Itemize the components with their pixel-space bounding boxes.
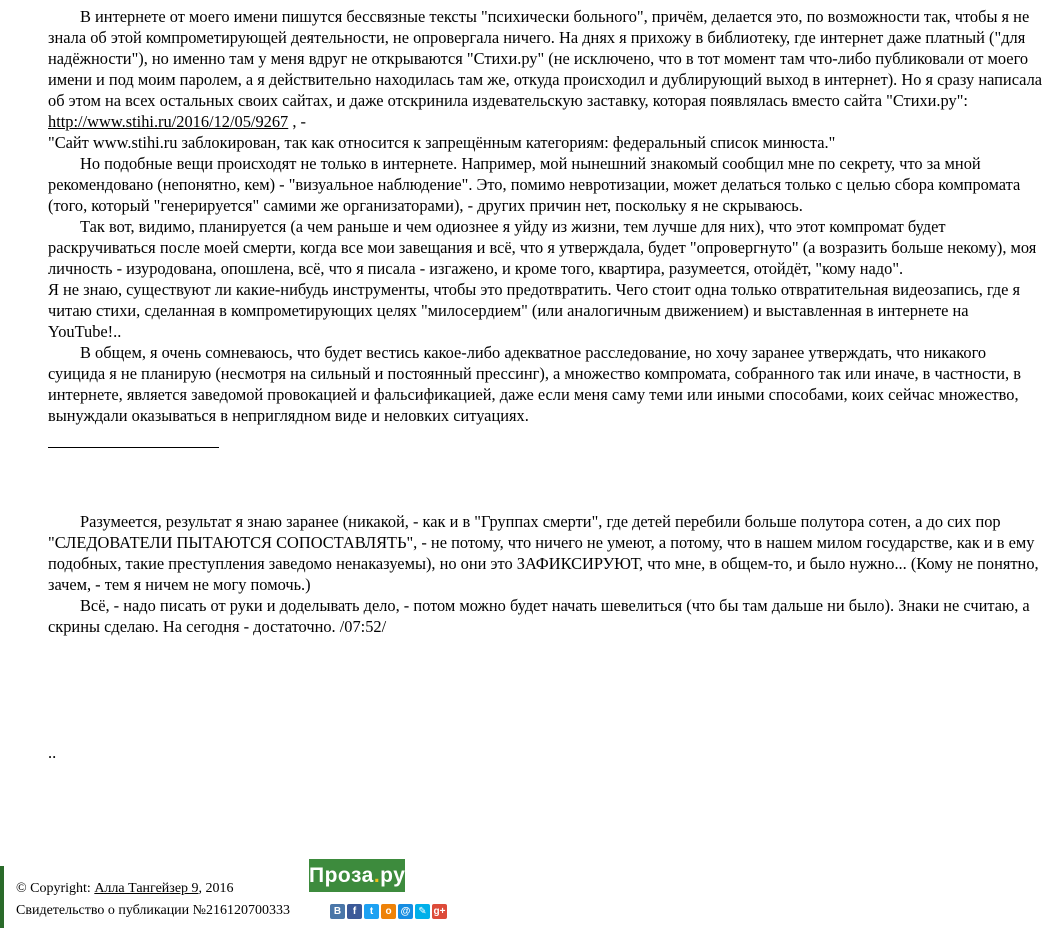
ellipsis: .. xyxy=(48,743,57,762)
accent-bar xyxy=(0,866,4,928)
mailru-icon[interactable]: @ xyxy=(398,904,413,919)
paragraph: Так вот, видимо, планируется (а чем раньше и чем одиознее я уйду из жизни, тем лучше для них), что этот компромат будет раскручиваться после моей смерти, когда все мои завещания и всё, что я утверждала, будет "опровергнуто" (а возразить больше некому), моя личность - изуродована, опошлена, всё, что я писала - изгажено, и кроме того, квартира, разумеется, отойдёт, "кому надо". xyxy=(48,217,1037,278)
odnoklassniki-icon[interactable]: о xyxy=(381,904,396,919)
copyright: © Copyright: Алла Тангейзер 9, 2016 xyxy=(16,881,234,896)
footer xyxy=(0,858,1048,930)
paragraph: Разумеется, результат я знаю заранее (никакой, - как и в "Группах смерти", где детей перебили больше полутора сотен, а до сих пор "СЛЕДОВАТЕЛИ ПЫТАЮТСЯ СОПОСТАВЛЯТЬ", - не потому, что ничего не умеют, а потому, что в нашем милом государстве, как и в ему подобных, такие преступления заведомо ненаказуемы), но они это ЗАФИКСИРУЮТ, что мне, в общем-то, и было нужно... (Кому не понятно, зачем, - тем я ничем не могу помочь.) xyxy=(48,512,1039,594)
paragraph: В интернете от моего имени пишутся бессвязные тексты "психически больного", причём, делается это, по возможности так, чтобы я не знала об этой компрометирующей деятельности, не опровергала ничего. На днях я прихожу в библиотеку, где интернет даже платный ("для надёжности"), но именно там у меня вдруг не открываются "Стихи.ру" (не исключено, что в тот момент там что-либо публиковали от моего имени и под моим паролем, а я действительно находилась там же, откуда происходил и дублирующий выход в интернет). Но я сразу написала об этом на всех остальных своих сайтах, и даже отскринила издевательскую заставку, которая появлялась вместо сайта "Стихи.ру": xyxy=(48,7,1043,110)
share-buttons xyxy=(330,904,447,919)
twitter-icon[interactable]: t xyxy=(364,904,379,919)
link-suffix: , - xyxy=(288,112,307,131)
paragraph: Я не знаю, существуют ли какие-нибудь инструменты, чтобы это предотвратить. Чего стоит одна только отвратительная видеозапись, где я читаю стихи, сделанная в компрометирующих целях "милосердием" (или аналогичным движением) и выставленная в интернете на YouTube!.. xyxy=(48,280,1021,341)
paragraph: "Сайт www.stihi.ru заблокирован, так как относится к запрещённым категориям: федеральный список минюста." xyxy=(48,133,836,152)
author-link[interactable]: Алла Тангейзер 9 xyxy=(94,881,199,896)
publication-certificate: Свидетельство о публикации №216120700333 xyxy=(16,903,291,918)
livejournal-icon[interactable]: ✎ xyxy=(415,904,430,919)
facebook-icon[interactable]: f xyxy=(347,904,362,919)
link-line xyxy=(48,111,1044,132)
paragraph: В общем, я очень сомневаюсь, что будет вестись какое-либо адекватное расследование, но хочу заранее утверждать, что никакого суицида я не планирую (несмотря на сильный и постоянный прессинг), а множество компромата, собранного так или иначе, в частности, в интернете, является заведомой провокацией и фальсификацией, даже если меня саму теми или иными способами, коих сейчас множество, вынуждали оказываться в неприглядном виде и неловких ситуациях. xyxy=(48,343,1021,425)
vk-icon[interactable]: В xyxy=(330,904,345,919)
paragraph: Но подобные вещи происходят не только в интернете. Например, мой нынешний знакомый сообщил мне по секрету, что за мной рекомендовано (непонятно, кем) - "визуальное наблюдение". Это, помимо невротизации, может делаться только с целью сбора компромата (того, который "генерируется" самими же организаторами), - других причин нет, поскольку я не скрываюсь. xyxy=(48,154,1021,215)
article-text xyxy=(48,6,1044,763)
proza-logo[interactable]: Проза.ру xyxy=(309,859,405,892)
googleplus-icon[interactable]: g+ xyxy=(433,906,446,917)
stihi-link[interactable]: http://www.stihi.ru/2016/12/05/9267 xyxy=(48,112,289,131)
paragraph: Всё, - надо писать от руки и доделывать дело, - потом можно будет начать шевелиться (что бы там дальше ни было). Знаки не считаю, а скрины сделаю. На сегодня - достаточно. /07:52/ xyxy=(48,596,1030,636)
